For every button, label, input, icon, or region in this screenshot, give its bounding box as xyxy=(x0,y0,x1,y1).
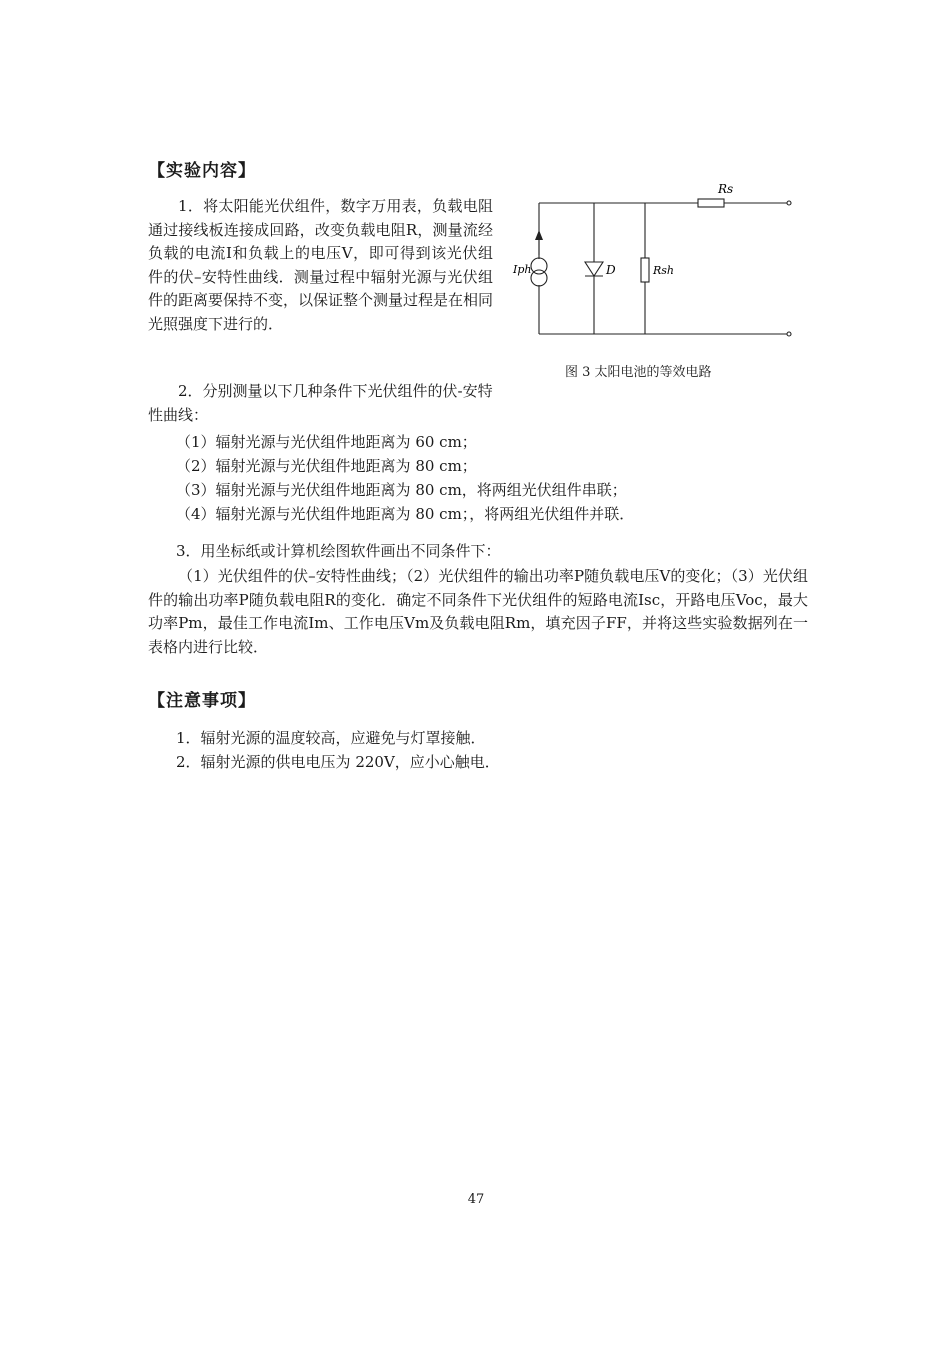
condition-item-4: （4）辐射光源与光伏组件地距离为 80 cm；，将两组光伏组件并联． xyxy=(176,505,635,523)
figure-caption: 图 3 太阳电池的等效电路 xyxy=(565,365,712,380)
current-source-circle-2 xyxy=(531,270,547,286)
paragraph-step-3: 3．用坐标纸或计算机绘图软件画出不同条件下： xyxy=(176,542,501,560)
label-rs: Rs xyxy=(718,182,734,196)
condition-item-3: （3）辐射光源与光伏组件地距离为 80 cm，将两组光伏组件串联； xyxy=(176,481,627,499)
section-heading-content: 【实验内容】 xyxy=(148,161,256,181)
rs-resistor xyxy=(698,199,724,207)
condition-item-2: （2）辐射光源与光伏组件地距离为 80 cm； xyxy=(176,457,477,475)
terminal-bottom xyxy=(787,332,791,336)
current-arrow-head xyxy=(535,230,543,240)
equivalent-circuit-diagram xyxy=(505,175,805,360)
paragraph-step-3-details: （1）光伏组件的伏–安特性曲线；（2）光伏组件的输出功率P随负载电压V的变化；（3）光伏组件的输出功率P随负载电阻R的变化．确定不同条件下光伏组件的短路电流Isc，开路电压Voc，最大功率Pm，最佳工作电流Im、工作电压Vm及负载电阻Rm，填充因子FF，并将这些实验数据列在一表格内进行比较． xyxy=(148,567,808,656)
paragraph-step-2: 2．分别测量以下几种条件下光伏组件的伏-安特性曲线： xyxy=(148,382,493,424)
rsh-resistor xyxy=(641,258,649,282)
terminal-top xyxy=(787,201,791,205)
page-number: 47 xyxy=(467,1192,485,1207)
label-rsh: Rsh xyxy=(653,264,675,277)
note-item-2: 2．辐射光源的供电电压为 220V，应小心触电． xyxy=(176,753,500,771)
section-heading-notes: 【注意事项】 xyxy=(148,691,256,711)
note-item-1: 1．辐射光源的温度较高，应避免与灯罩接触． xyxy=(176,729,486,747)
condition-item-1: （1）辐射光源与光伏组件地距离为 60 cm； xyxy=(176,433,477,451)
label-iph: Iph xyxy=(513,263,532,276)
label-d: D xyxy=(606,263,616,277)
diode-triangle xyxy=(585,262,603,276)
paragraph-step-1: 1．将太阳能光伏组件，数字万用表，负载电阻通过接线板连接成回路，改变负载电阻R，测量流经负载的电流I和负载上的电压V，即可得到该光伏组件的伏–安特性曲线．测量过程中辐射光源与光伏组件的距离要保持不变，以保证整个测量过程是在相同光照强度下进行的． xyxy=(148,197,494,333)
